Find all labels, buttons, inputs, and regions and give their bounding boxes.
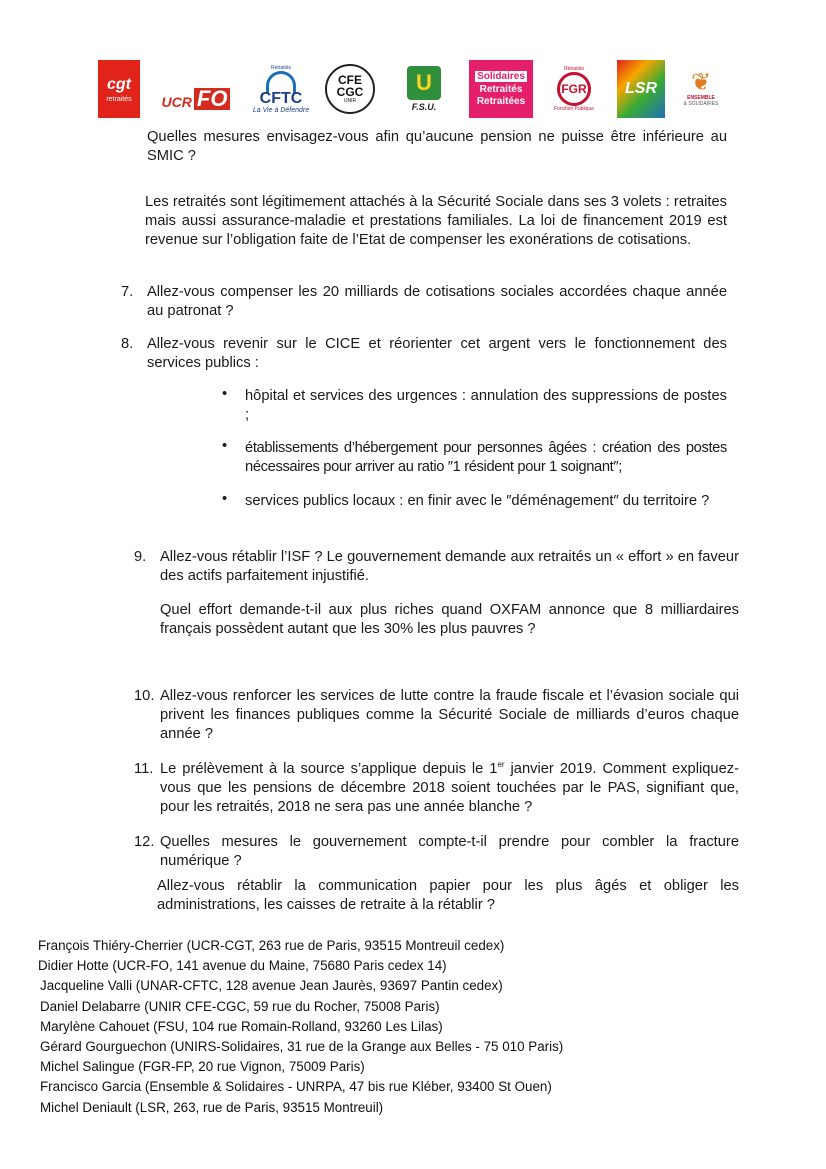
cftc-logo: Retraités CFTC La Vie à Défendre bbox=[252, 64, 310, 114]
bullet-2-marker: • bbox=[222, 438, 228, 454]
item-8-text: Allez-vous revenir sur le CICE et réorienter cet argent vers le fonctionnement des services publics : bbox=[147, 336, 727, 371]
item-10-number: 10. bbox=[134, 688, 155, 704]
ucr-fo-logo: UCR FO bbox=[154, 60, 238, 118]
fsu-logo: U F.S.U. bbox=[398, 60, 450, 118]
item-12-followup: Allez-vous rétablir la communication papier pour les plus âgés et obliger les administrations, les caisses de retraite à la rétablir ? bbox=[157, 878, 739, 913]
signatory: Michel Deniault (LSR, 263, rue de Paris, 93515 Montreuil) bbox=[40, 1099, 384, 1115]
cgt-retraites-logo: cgt retraités bbox=[98, 60, 140, 118]
signatory: Jacqueline Valli (UNAR-CFTC, 128 avenue Jean Jaurès, 93697 Pantin cedex) bbox=[40, 978, 503, 994]
item-9-text: Allez-vous rétablir l’ISF ? Le gouvernement demande aux retraités un « effort » en faveur des actifs parfaitement injustifié. bbox=[160, 549, 739, 584]
bullet-3-text: services publics locaux : en finir avec le ″déménagement″ du territoire ? bbox=[245, 493, 710, 509]
question-smic: Quelles mesures envisagez-vous afin qu’aucune pension ne puisse être inférieure au SMIC ? bbox=[147, 129, 727, 164]
item-7-text: Allez-vous compenser les 20 milliards de cotisations sociales accordées chaque année au patronat ? bbox=[147, 284, 727, 319]
cfe-cgc-logo: CFE CGC UNIR bbox=[325, 64, 375, 114]
item-12-text: Quelles mesures le gouvernement compte-t-il prendre pour combler la fracture numérique ? bbox=[160, 834, 739, 869]
signatory: Didier Hotte (UCR-FO, 141 avenue du Maine, 75680 Paris cedex 14) bbox=[38, 958, 447, 974]
signatory: Michel Salingue (FGR-FP, 20 rue Vignon, 75009 Paris) bbox=[40, 1059, 365, 1075]
item-7-number: 7. bbox=[121, 284, 134, 300]
signatory: Daniel Delabarre (UNIR CFE-CGC, 59 rue du Rocher, 75008 Paris) bbox=[40, 998, 440, 1014]
signatory: Gérard Gourguechon (UNIRS-Solidaires, 31 rue de la Grange aux Belles - 75 010 Paris) bbox=[40, 1039, 564, 1055]
signatories-list bbox=[38, 936, 563, 1118]
bullet-3-marker: • bbox=[222, 491, 228, 507]
lsr-logo: LSR bbox=[617, 60, 665, 118]
item-9-number: 9. bbox=[134, 549, 147, 565]
item-8-number: 8. bbox=[121, 336, 134, 352]
bullet-2-text: établissements d’hébergement pour personnes âgées : création des postes nécessaires pour arriver au ratio ″1 résident pour 1 soignant″; bbox=[245, 440, 727, 475]
bullet-1-text: hôpital et services des urgences : annulation des suppressions de postes ; bbox=[245, 388, 727, 423]
signatory: François Thiéry-Cherrier (UCR-CGT, 263 rue de Paris, 93515 Montreuil cedex) bbox=[38, 938, 505, 953]
item-9-followup: Quel effort demande-t-il aux plus riches quand OXFAM annonce que 8 milliardaires français possèdent autant que les 30% les plus pauvres ? bbox=[160, 602, 739, 637]
ensemble-solidaires-logo: ❦ ENSEMBLE & SOLIDAIRES bbox=[683, 69, 719, 107]
union-logos-banner bbox=[98, 60, 738, 120]
item-11-text: Le prélèvement à la source s’applique depuis le 1er janvier 2019. Comment expliquez-vous que les pensions de décembre 2018 soient touchées par le PAS, signifiant que, pour les retraités, 2018 ne sera pas une année blanche ? bbox=[160, 760, 739, 815]
tree-icon: ❦ bbox=[690, 69, 712, 96]
item-12-number: 12. bbox=[134, 834, 155, 850]
signatory: Francisco Garcia (Ensemble & Solidaires - UNRPA, 47 bis rue Kléber, 93400 St Ouen) bbox=[40, 1079, 552, 1095]
paragraph-securite-sociale: Les retraités sont légitimement attachés à la Sécurité Sociale dans ses 3 volets : retraites mais aussi assurance-maladie et prestations familiales. La loi de financement 2019 est revenue sur l’obligation faite de l’Etat de compenser les exonérations de cotisations. bbox=[145, 194, 727, 248]
item-11-number: 11. bbox=[134, 761, 154, 777]
solidaires-retraites-logo: Solidaires Retraités Retraitées bbox=[469, 60, 533, 118]
item-10-text: Allez-vous renforcer les services de lutte contre la fraude fiscale et l’évasion sociale qui privent les finances publiques comme la Sécurité Sociale de milliards d’euros chaque année ? bbox=[160, 688, 739, 742]
fgr-fp-logo: Retraités FGR Fonction Publique bbox=[553, 66, 595, 112]
signatory: Marylène Cahouet (FSU, 104 rue Romain-Rolland, 93260 Les Lilas) bbox=[40, 1018, 443, 1034]
bullet-1-marker: • bbox=[222, 386, 228, 402]
